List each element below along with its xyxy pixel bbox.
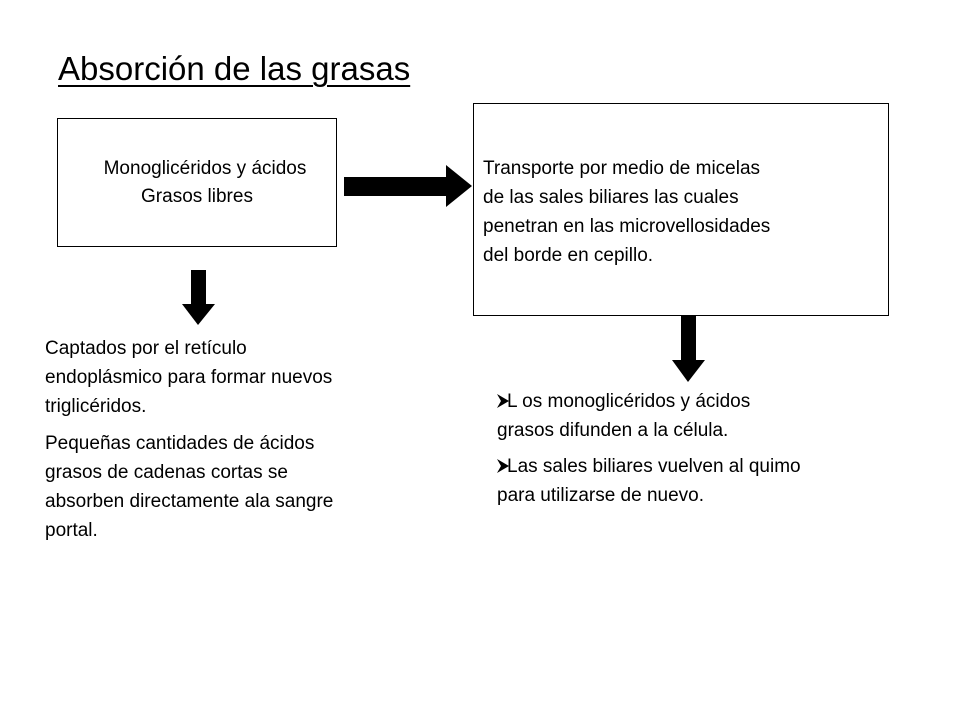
short-chain-line-2: grasos de cadenas cortas se [45,462,288,483]
arrow-down-left-head [182,304,215,325]
diffuse-line-1: L os monoglicéridos y ácidos [507,391,751,412]
reticulum-line-3: triglicéridos. [45,396,147,417]
arrow-right [344,165,472,207]
box-right-line-2: de las sales biliares las cuales [483,187,739,208]
bullet-item-bile-line-1 [497,456,801,477]
paragraph-short-chain [45,429,425,545]
arrow-down-left [182,270,215,325]
box-right-line-4: del borde en cepillo. [483,245,654,266]
reticulum-line-2: endoplásmico para formar nuevos [45,367,333,388]
box-right-line-1: Transporte por medio de micelas [483,158,761,179]
reticulum-line-1: Captados por el retículo [45,338,247,359]
arrow-down-right-head [672,360,705,382]
paragraph-reticulum [45,334,425,421]
short-chain-line-3: absorben directamente ala sangre [45,491,334,512]
arrow-down-right-shaft [681,316,696,364]
diffuse-line-2: grasos difunden a la célula. [497,420,729,441]
page-title: Absorción de las grasas [58,50,411,87]
bile-line-1: Las sales biliares vuelven al quimo [507,456,801,477]
arrow-right-head [446,165,472,207]
box-left-line-1: Monoglicéridos y ácidos [103,157,307,179]
box-left-line-2: Grasos libres [141,185,253,207]
arrow-right-shaft [344,177,450,196]
bullet-item-diffuse [497,387,897,445]
captured-text-block [45,334,425,545]
bullet-list [497,387,897,510]
bile-line-2: para utilizarse de nuevo. [497,485,705,506]
arrow-down-left-shaft [191,270,206,308]
short-chain-line-1: Pequeñas cantidades de ácidos [45,433,315,454]
short-chain-line-4: portal. [45,520,98,541]
bullet-item-diffuse-line-1 [497,391,750,412]
arrow-down-right [672,316,705,382]
bullet-item-bile-salts [497,452,897,510]
box-right-line-3: penetran en las microvellosidades [483,216,771,237]
